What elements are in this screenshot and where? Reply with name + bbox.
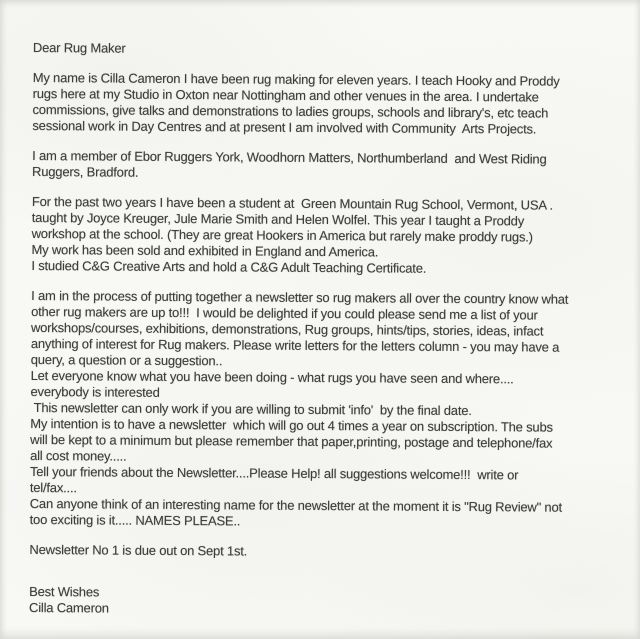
letter-line: I am in the process of putting together a newsletter so rug makers all over the country know what — [31, 287, 569, 307]
letter-line: Tell your friends about the Newsletter....Please Help! all suggestions welcome!!! write or — [29, 463, 519, 483]
letter-line: This newsletter can only work if you are willing to submit 'info' by the final date. — [30, 399, 472, 419]
paragraph-credentials — [31, 194, 617, 278]
letter-line: Let everyone know what you have been doing - what rugs you have seen and where.... — [30, 367, 514, 387]
signature-name: Cilla Cameron — [28, 599, 109, 616]
salutation — [33, 40, 618, 60]
letter-line: I am a member of Ebor Ruggers York, Woodhorn Matters, Northumberland and West Riding — [32, 147, 547, 167]
paragraph-release-date — [29, 542, 614, 562]
letter-line: everybody is interested — [30, 383, 160, 400]
letter-line: My work has been sold and exhibited in England and America. — [31, 241, 379, 260]
letter-line: tel/fax.... — [29, 479, 77, 496]
letter-line: too exciting is it..... NAMES PLEASE.. — [29, 511, 241, 529]
paragraph-newsletter — [30, 288, 617, 532]
letter-line: My name is Cilla Cameron I have been rug making for eleven years. I teach Hooky and Proddy — [32, 69, 560, 89]
letter-line: taught by Joyce Kreuger, Jule Marie Smith and Helen Wolfel. This year I taught a Proddy — [31, 209, 525, 229]
letter-line: For the past two years I have been a student at Green Mountain Rug School, Vermont, USA . — [31, 193, 554, 213]
letter-line: workshops/courses, exhibitions, demonstrations, Rug groups, hints/tips, stories, ideas, infact — [30, 319, 544, 339]
letter-line: Ruggers, Bradford. — [32, 163, 139, 180]
letter-line: anything of interest for Rug makers. Please write letters for the letters column - you may have a — [30, 335, 560, 355]
letter-line: I studied C&G Creative Arts and hold a C&G Adult Teaching Certificate. — [31, 257, 427, 276]
letter-line: sessional work in Day Centres and at present I am involved with Community Arts Projects. — [32, 117, 537, 137]
letter-line: rugs here at my Studio in Oxton near Nottingham and other venues in the area. I undertake — [32, 85, 539, 105]
paragraph-memberships — [32, 148, 617, 184]
letter-line: Can anyone think of an interesting name for the newsletter at the moment it is "Rug Review" not — [29, 495, 562, 515]
letter-body — [29, 40, 618, 634]
letter-line: query, a question or a suggestion.. — [30, 351, 223, 369]
letter-line: Newsletter No 1 is due out on Sept 1st. — [29, 541, 248, 559]
paragraph-intro — [32, 70, 617, 138]
letter-line: all cost money..... — [30, 447, 127, 464]
letter-line: commissions, give talks and demonstrations to ladies groups, schools and library's, etc teach — [32, 101, 549, 121]
letter-line: will be kept to a minimum but please remember that paper,printing, postage and telephone/fax — [30, 431, 553, 451]
signature-closing: Best Wishes — [29, 583, 100, 600]
signature-block — [29, 584, 614, 620]
letter-line: My intention is to have a newsletter which will go out 4 times a year on subscription. The subs — [30, 415, 553, 435]
letter-line: other rug makers are up to!!! I would be delighted if you could please send me a list of your — [31, 303, 538, 323]
salutation-line: Dear Rug Maker — [32, 40, 126, 56]
letter-line: workshop at the school. (They are great Hookers in America but rarely make proddy rugs.) — [31, 225, 533, 245]
